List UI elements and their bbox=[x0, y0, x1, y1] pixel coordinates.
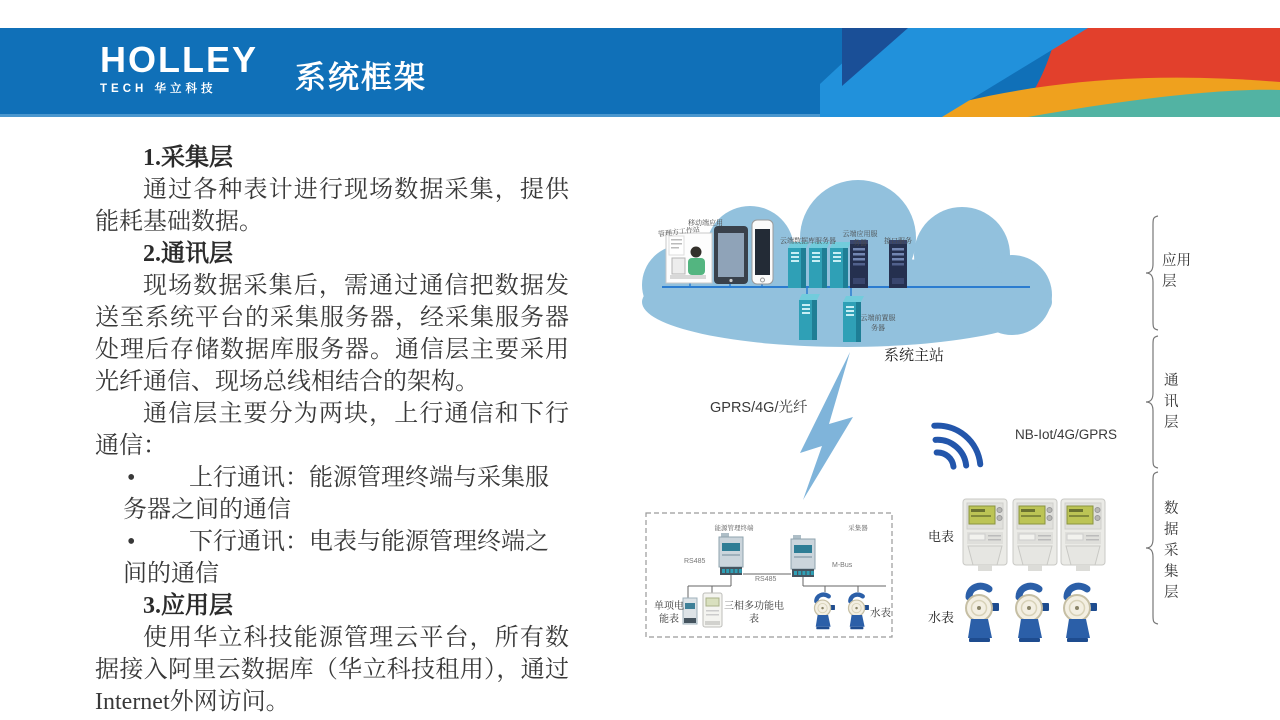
rs485-left-label: RS485 bbox=[684, 558, 706, 565]
layer-brackets bbox=[1146, 216, 1158, 624]
page-title: 系统框架 bbox=[295, 60, 427, 95]
layer-label-communication: 通讯层 bbox=[1164, 373, 1179, 431]
electric-meter-icons bbox=[963, 499, 1105, 571]
tablet-icon bbox=[714, 226, 748, 284]
layer-label-data-collection: 数据采集层 bbox=[1164, 501, 1179, 601]
three-phase-meter-label: 三相多功能电表 bbox=[724, 601, 784, 625]
wireless-link-label: NB-Iot/4G/GPRS bbox=[1015, 427, 1118, 442]
header-decoration bbox=[820, 28, 1280, 117]
field-water-meter-icons bbox=[814, 595, 868, 630]
wan-link-label: GPRS/4G/光纤 bbox=[710, 400, 808, 416]
collector-label: 采集器 bbox=[848, 525, 868, 532]
lightning-bolt-icon bbox=[800, 352, 853, 500]
app-server-label-line1: 云端应用服 bbox=[842, 231, 878, 238]
wifi-icon bbox=[922, 416, 988, 478]
workstation-icon bbox=[666, 233, 712, 283]
energy-terminal-icon bbox=[719, 533, 743, 575]
water-row-label: 水表 bbox=[928, 610, 955, 625]
paragraph: 使用华立科技能源管理云平台，所有数据接入阿里云数据库（华立科技租用），通过Internet外网访问。 bbox=[95, 625, 569, 715]
water-meter-icons bbox=[966, 586, 1097, 642]
bullet-text: 下行通讯：电表与能源管理终端之间的通信 bbox=[123, 529, 549, 587]
list-item bbox=[123, 462, 569, 526]
phone-icon bbox=[752, 220, 773, 284]
paragraph: 通信层主要分为两块，上行通信和下行通信： bbox=[95, 401, 569, 459]
logo-tagline-text: TECH 华立科技 bbox=[100, 83, 217, 95]
layer-label-application: 应用层 bbox=[1162, 253, 1191, 290]
interface-server-icon bbox=[889, 240, 907, 288]
header-bar bbox=[0, 28, 1280, 117]
holley-logo bbox=[100, 39, 259, 96]
field-water-label: 水表 bbox=[870, 607, 891, 619]
db-server-icons bbox=[788, 242, 851, 288]
interface-service-label: 接口服务 bbox=[884, 238, 912, 245]
db-server-label: 云端数据库服务器 bbox=[780, 238, 836, 245]
section-heading-collection: 1.采集层 bbox=[143, 145, 233, 171]
list-item bbox=[123, 526, 569, 590]
mobile-app-label: 移动端应用 bbox=[688, 220, 723, 227]
mbus-label: M-Bus bbox=[832, 562, 853, 569]
collector-icon bbox=[791, 535, 815, 577]
article-text-block bbox=[95, 142, 569, 718]
rs485-mid-label: RS485 bbox=[755, 576, 777, 583]
paragraph: 通过各种表计进行现场数据采集，提供能耗基础数据。 bbox=[95, 177, 569, 235]
section-heading-application: 3.应用层 bbox=[143, 593, 233, 619]
three-phase-meter-icon bbox=[703, 593, 722, 627]
architecture-diagram bbox=[600, 130, 1280, 710]
master-station-label: 系统主站 bbox=[884, 347, 945, 364]
front-server-label-line2: 务器 bbox=[871, 325, 885, 332]
section-heading-communication: 2.通讯层 bbox=[143, 241, 233, 267]
bullet-list bbox=[123, 462, 569, 590]
single-phase-meter-label: 单项电能表 bbox=[654, 601, 684, 625]
logo-brand-text: HOLLEY bbox=[100, 39, 259, 80]
workstation-label: 管理方工作站 bbox=[657, 226, 701, 239]
electric-row-label: 电表 bbox=[928, 529, 955, 544]
bullet-marker: • bbox=[127, 529, 136, 555]
paragraph: 现场数据采集后，需通过通信把数据发送至系统平台的采集服务器，经采集服务器处理后存储数据库服务器。通信层主要采用光纤通信、现场总线相结合的架构。 bbox=[95, 273, 569, 395]
bullet-marker: • bbox=[127, 465, 136, 491]
app-server-label-line2: 务器 bbox=[853, 240, 867, 247]
front-server-label-line1: 云端前置服 bbox=[860, 315, 896, 322]
energy-terminal-label: 能源管理终端 bbox=[714, 525, 754, 532]
bullet-text: 上行通讯：能源管理终端与采集服务器之间的通信 bbox=[123, 465, 549, 523]
